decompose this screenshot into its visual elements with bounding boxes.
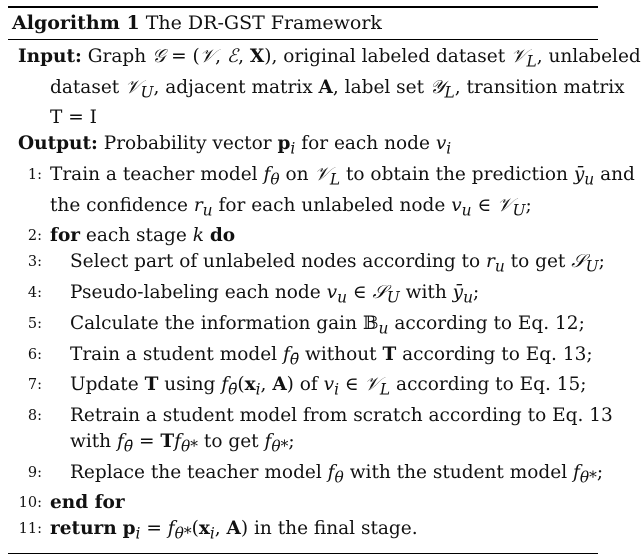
algorithm-body (8, 40, 641, 547)
step-number: 6: (27, 346, 42, 363)
step-3: 3: Select part of unlabeled nodes according to $r_u$ to get 𝒮$_U$; (8, 249, 598, 280)
step-2: 2: for each stage k do (8, 223, 598, 249)
output-label: Output: (18, 133, 98, 155)
end-for-keyword: end for (50, 492, 125, 514)
algorithm-title (8, 8, 598, 39)
step-number: 2: (27, 228, 42, 245)
step-8: 8: Retrain a student model from scratch according to Eq. 13 (8, 403, 598, 429)
input-line-1 (8, 44, 641, 75)
input-line-3: T = I (50, 107, 97, 129)
step-4: 4: Pseudo-labeling each node $v_u$ ∈ 𝒮$_U$ with $ȳ_u$; (8, 280, 598, 311)
step-8-cont: with $f_{\thetā} = Tf_{\theta*}$ to get $f_{\theta*}$; (70, 430, 295, 456)
step-number: 1: (27, 167, 42, 184)
input-line-2: dataset 𝒱$_U$, adjacent matrix A, label set 𝒴$_L$, transition matrix (50, 76, 625, 102)
output-text: Probability vector $p_i$ for each node $v_i$ (103, 133, 452, 159)
step-9: 9: Replace the teacher model $f_\theta$ with the student model $f_{\theta*}$; (8, 460, 598, 491)
step-5: 5: Calculate the information gain 𝔹$_u$ according to Eq. 12; (8, 311, 598, 342)
do-keyword: do (209, 225, 236, 247)
step-number: 9: (27, 464, 42, 481)
step-1: 1: Train a teacher model $f_\theta$ on 𝒱$_L$ to obtain the prediction $ȳ_u$ and (8, 162, 598, 193)
step-number: 3: (27, 254, 42, 271)
algorithm-label: Algorithm 1 (12, 12, 140, 34)
step-number: 10: (18, 495, 42, 512)
input-text-1: Graph 𝒢 = (𝒱, ℰ, X), original labeled dataset 𝒱$_L$, unlabeled (87, 46, 641, 71)
step-number: 11: (18, 521, 42, 538)
step-10 (8, 490, 598, 516)
step-number: 5: (27, 315, 42, 332)
step-6: 6: Train a student model $f_{\thetā}$ without T according to Eq. 13; (8, 342, 598, 373)
input-label: Input: (18, 46, 82, 67)
step-1-cont: the confidence $r_u$ for each unlabeled node $v_u$ ∈ 𝒱$_U$; (50, 194, 532, 220)
step-number: 4: (27, 285, 42, 302)
step-number: 7: (27, 377, 42, 394)
algorithm-box (8, 6, 641, 554)
step-number: 8: (27, 407, 42, 424)
return-keyword: return (50, 518, 117, 540)
step-11: 11: return $p_i = f_{\theta*}(x_i$, A) in the final stage. (8, 516, 598, 547)
algorithm-name: The DR-GST Framework (145, 12, 382, 34)
step-7: 7: Update T using $f_{\thetā}(x_i$, A) of $v_i$ ∈ 𝒱$_L$ according to Eq. 15; (8, 372, 598, 403)
for-keyword: for (50, 225, 81, 247)
output-line (8, 131, 598, 162)
